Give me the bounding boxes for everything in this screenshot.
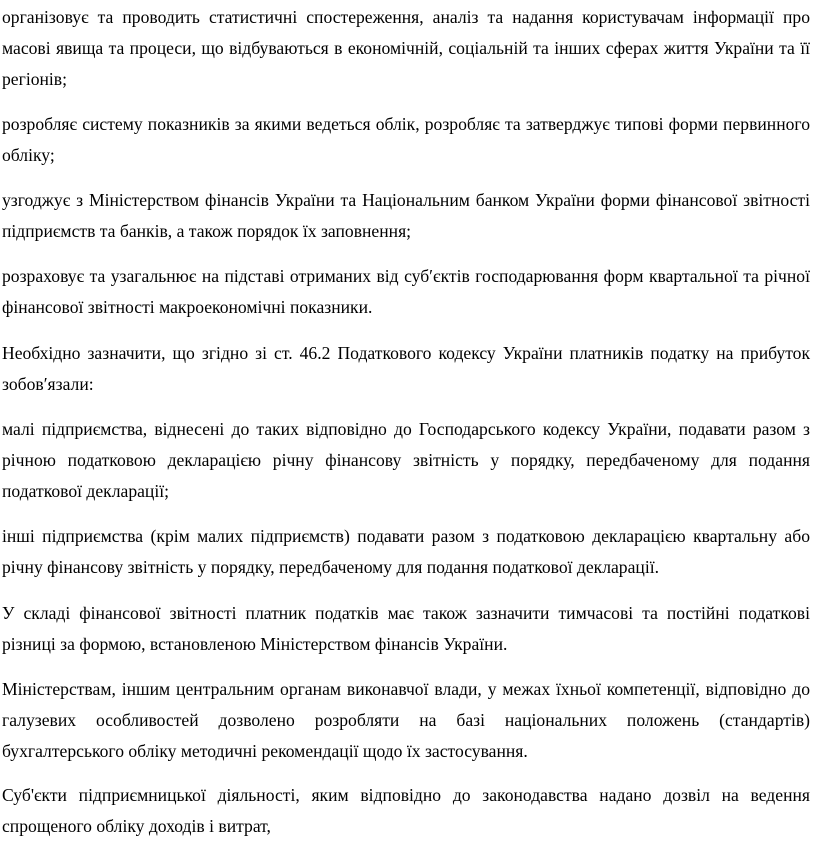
paragraph-simplified-accounting: Суб'єкти підприємницької діяльності, яким відповідно до законодавства надано дозвіл на ведення спрощеного обліку доходів і витрат,: [2, 785, 810, 836]
paragraph-tax-code-reference: Необхідно зазначити, що згідно зі ст. 46.2 Податкового кодексу України платників податку на прибуток зобов′язали:: [2, 343, 810, 394]
paragraph-statistics-observations: організовує та проводить статистичні спостереження, аналіз та надання користувачам інформації про масові явища та процеси, що відбуваються в економічній, соціальній та інших сферах життя України та її регіонів;: [2, 7, 810, 89]
paragraph-small-enterprises: малі підприємства, віднесені до таких відповідно до Господарського кодексу України, подавати разом з річною податковою декларацією річну фінансову звітність у порядку, передбаченому для подання податкової декларації;: [2, 419, 810, 501]
paragraph-ministries-recommendations: Міністерствам, іншим центральним органам виконавчої влади, у межах їхньої компетенції, відповідно до галузевих особливостей дозволено розробляти на базі національних положень (стандартів) бухгалтерського обліку методичні рекомендації щодо їх застосування.: [2, 679, 810, 761]
paragraph-tax-differences: У складі фінансової звітності платник податків має також зазначити тимчасові та постійні податкові різниці за формою, встановленою Міністерством фінансів України.: [2, 603, 810, 654]
paragraph-coordinates-forms: узгоджує з Міністерством фінансів України та Національним банком України форми фінансової звітності підприємств та банків, а також порядок їх заповнення;: [2, 190, 810, 241]
paragraph-indicator-system: розробляє систему показників за якими ведеться облік, розробляє та затверджує типові форми первинного обліку;: [2, 114, 810, 165]
paragraph-macroeconomic-indicators: розраховує та узагальнює на підставі отриманих від суб′єктів господарювання форм квартальної та річної фінансової звітності макроекономічні показники.: [2, 266, 810, 317]
paragraph-other-enterprises: інші підприємства (крім малих підприємств) подавати разом з податковою декларацією квартальну або річну фінансову звітність у порядку, передбаченому для подання податкової декларації.: [2, 526, 810, 577]
